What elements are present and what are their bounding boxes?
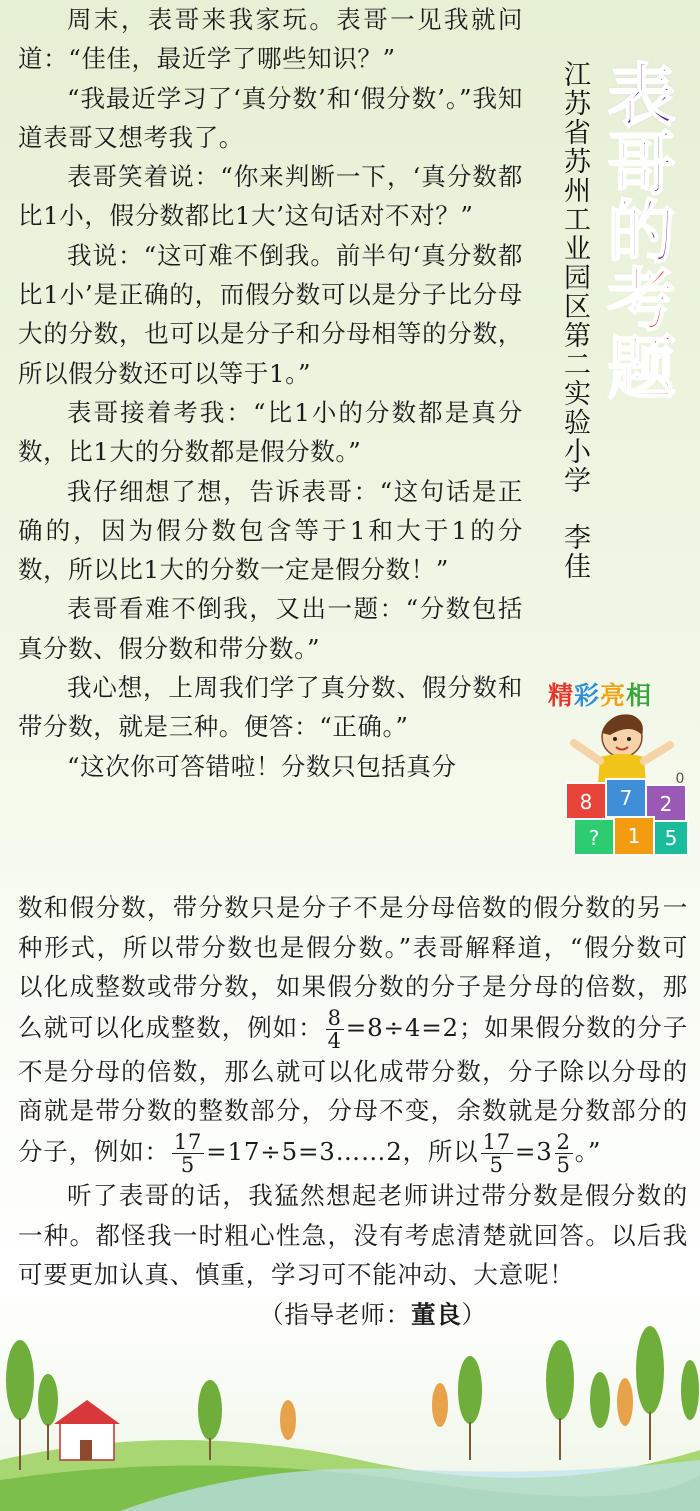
text-run: =8÷4=2；如果假分数的分子不是分母的倍数，那么就可以化成带分数，分子除以分母的商就是带分数的整数部分，分母不变，余数就是分数部分的分子，例如： (18, 1012, 688, 1166)
cube-digit: 8 (579, 790, 593, 814)
author-name: 李佳 (559, 523, 590, 581)
cube-digit: 1 (627, 824, 641, 848)
fraction (481, 1131, 513, 1176)
article-wide-section (18, 888, 688, 1334)
paragraph (18, 888, 688, 1176)
title-char: 考 (596, 264, 675, 332)
fraction-denominator: 5 (556, 1152, 571, 1177)
paragraph: “这次你可答错啦！分数只包括真分 (67, 751, 457, 781)
fraction-numerator: 2 (556, 1129, 571, 1154)
badge-char: 相 (626, 681, 653, 710)
badge-char: 精 (548, 681, 575, 710)
cube-digit: 0 (675, 771, 685, 787)
teacher-name: 董良 (410, 1299, 462, 1329)
cube-digit: ? (588, 826, 600, 850)
fraction (172, 1131, 204, 1176)
paragraph: 周末，表哥来我家玩。表哥一见我就问道：“佳佳，最近学了哪些知识？” (18, 5, 523, 74)
cube-digit: 2 (659, 792, 673, 816)
paragraph: 表哥笑着说：“你来判断一下，‘真分数都比1小，假分数都比1大’这句话对不对？” (18, 162, 523, 231)
fraction-numerator: 17 (482, 1129, 511, 1154)
teacher-suffix: ） (461, 1299, 487, 1329)
paragraph: 听了表哥的话，我猛然想起老师讲过带分数是假分数的一种。都怪我一时粗心性急，没有考虑清楚就回答。以后我可要更加认真、慎重，学习可不能冲动、大意呢！ (18, 1180, 688, 1290)
fraction (326, 1007, 344, 1052)
cube-digit: 5 (664, 826, 678, 850)
paragraph: “我最近学习了‘真分数’和‘假分数’。”我知道表哥又想考我了。 (18, 83, 523, 152)
cube-digit: 7 (619, 786, 633, 810)
teacher-prefix: （指导老师： (259, 1299, 411, 1329)
fraction-denominator: 4 (327, 1028, 342, 1053)
text-run: 。” (574, 1136, 602, 1166)
paragraph: 我仔细想了想，告诉表哥：“这句话是正确的，因为假分数包含等于1和大于1的分数，所以比1大的分数一定是假分数！” (18, 476, 523, 585)
paragraph: 表哥接着考我：“比1小的分数都是真分数，比1大的分数都是假分数。” (18, 397, 523, 467)
paragraph: 我说：“这可难不倒我。前半句‘真分数都比1小’是正确的，而假分数可以是分子比分母大的分数，也可以是分子和分母相等的分数，所以假分数还可以等于1。” (18, 240, 523, 388)
title-char: 表 (596, 60, 675, 128)
author-byline (556, 60, 590, 581)
kid-with-number-cubes-illustration (560, 705, 695, 870)
badge-char: 亮 (600, 681, 627, 710)
paragraph: 我心想，上周我们学了真分数、假分数和带分数，就是三种。便答：“正确。” (18, 673, 523, 742)
fraction-denominator: 5 (180, 1152, 196, 1177)
article-title (596, 60, 696, 400)
badge-char: 彩 (574, 681, 601, 710)
fraction (555, 1131, 573, 1176)
fraction-numerator: 8 (327, 1005, 342, 1030)
text-run: =17÷5=3……2，所以 (206, 1136, 479, 1166)
article-column (18, 0, 523, 786)
title-char: 哥 (596, 128, 675, 196)
title-char: 的 (596, 196, 675, 264)
fraction-denominator: 5 (489, 1152, 504, 1177)
title-char: 题 (596, 332, 675, 400)
text-run: =3 (514, 1136, 553, 1166)
fraction-numerator: 17 (173, 1129, 203, 1154)
landscape-decoration (0, 1310, 700, 1511)
author-school: 江苏省苏州工业园区第二实验小学 (559, 60, 590, 495)
text-run: 数和假分数，带分数只是分子不是分母倍数的假分数的另一种形式，所以带分数也是假分数。”表哥解释道，“假分数可以化成整数或带分数，如果假分数的分子是分母的倍数，那么就可以化成整数，例如： (18, 893, 688, 1042)
paragraph: 表哥看难不倒我，又出一题：“分数包括真分数、假分数和带分数。” (18, 594, 523, 663)
